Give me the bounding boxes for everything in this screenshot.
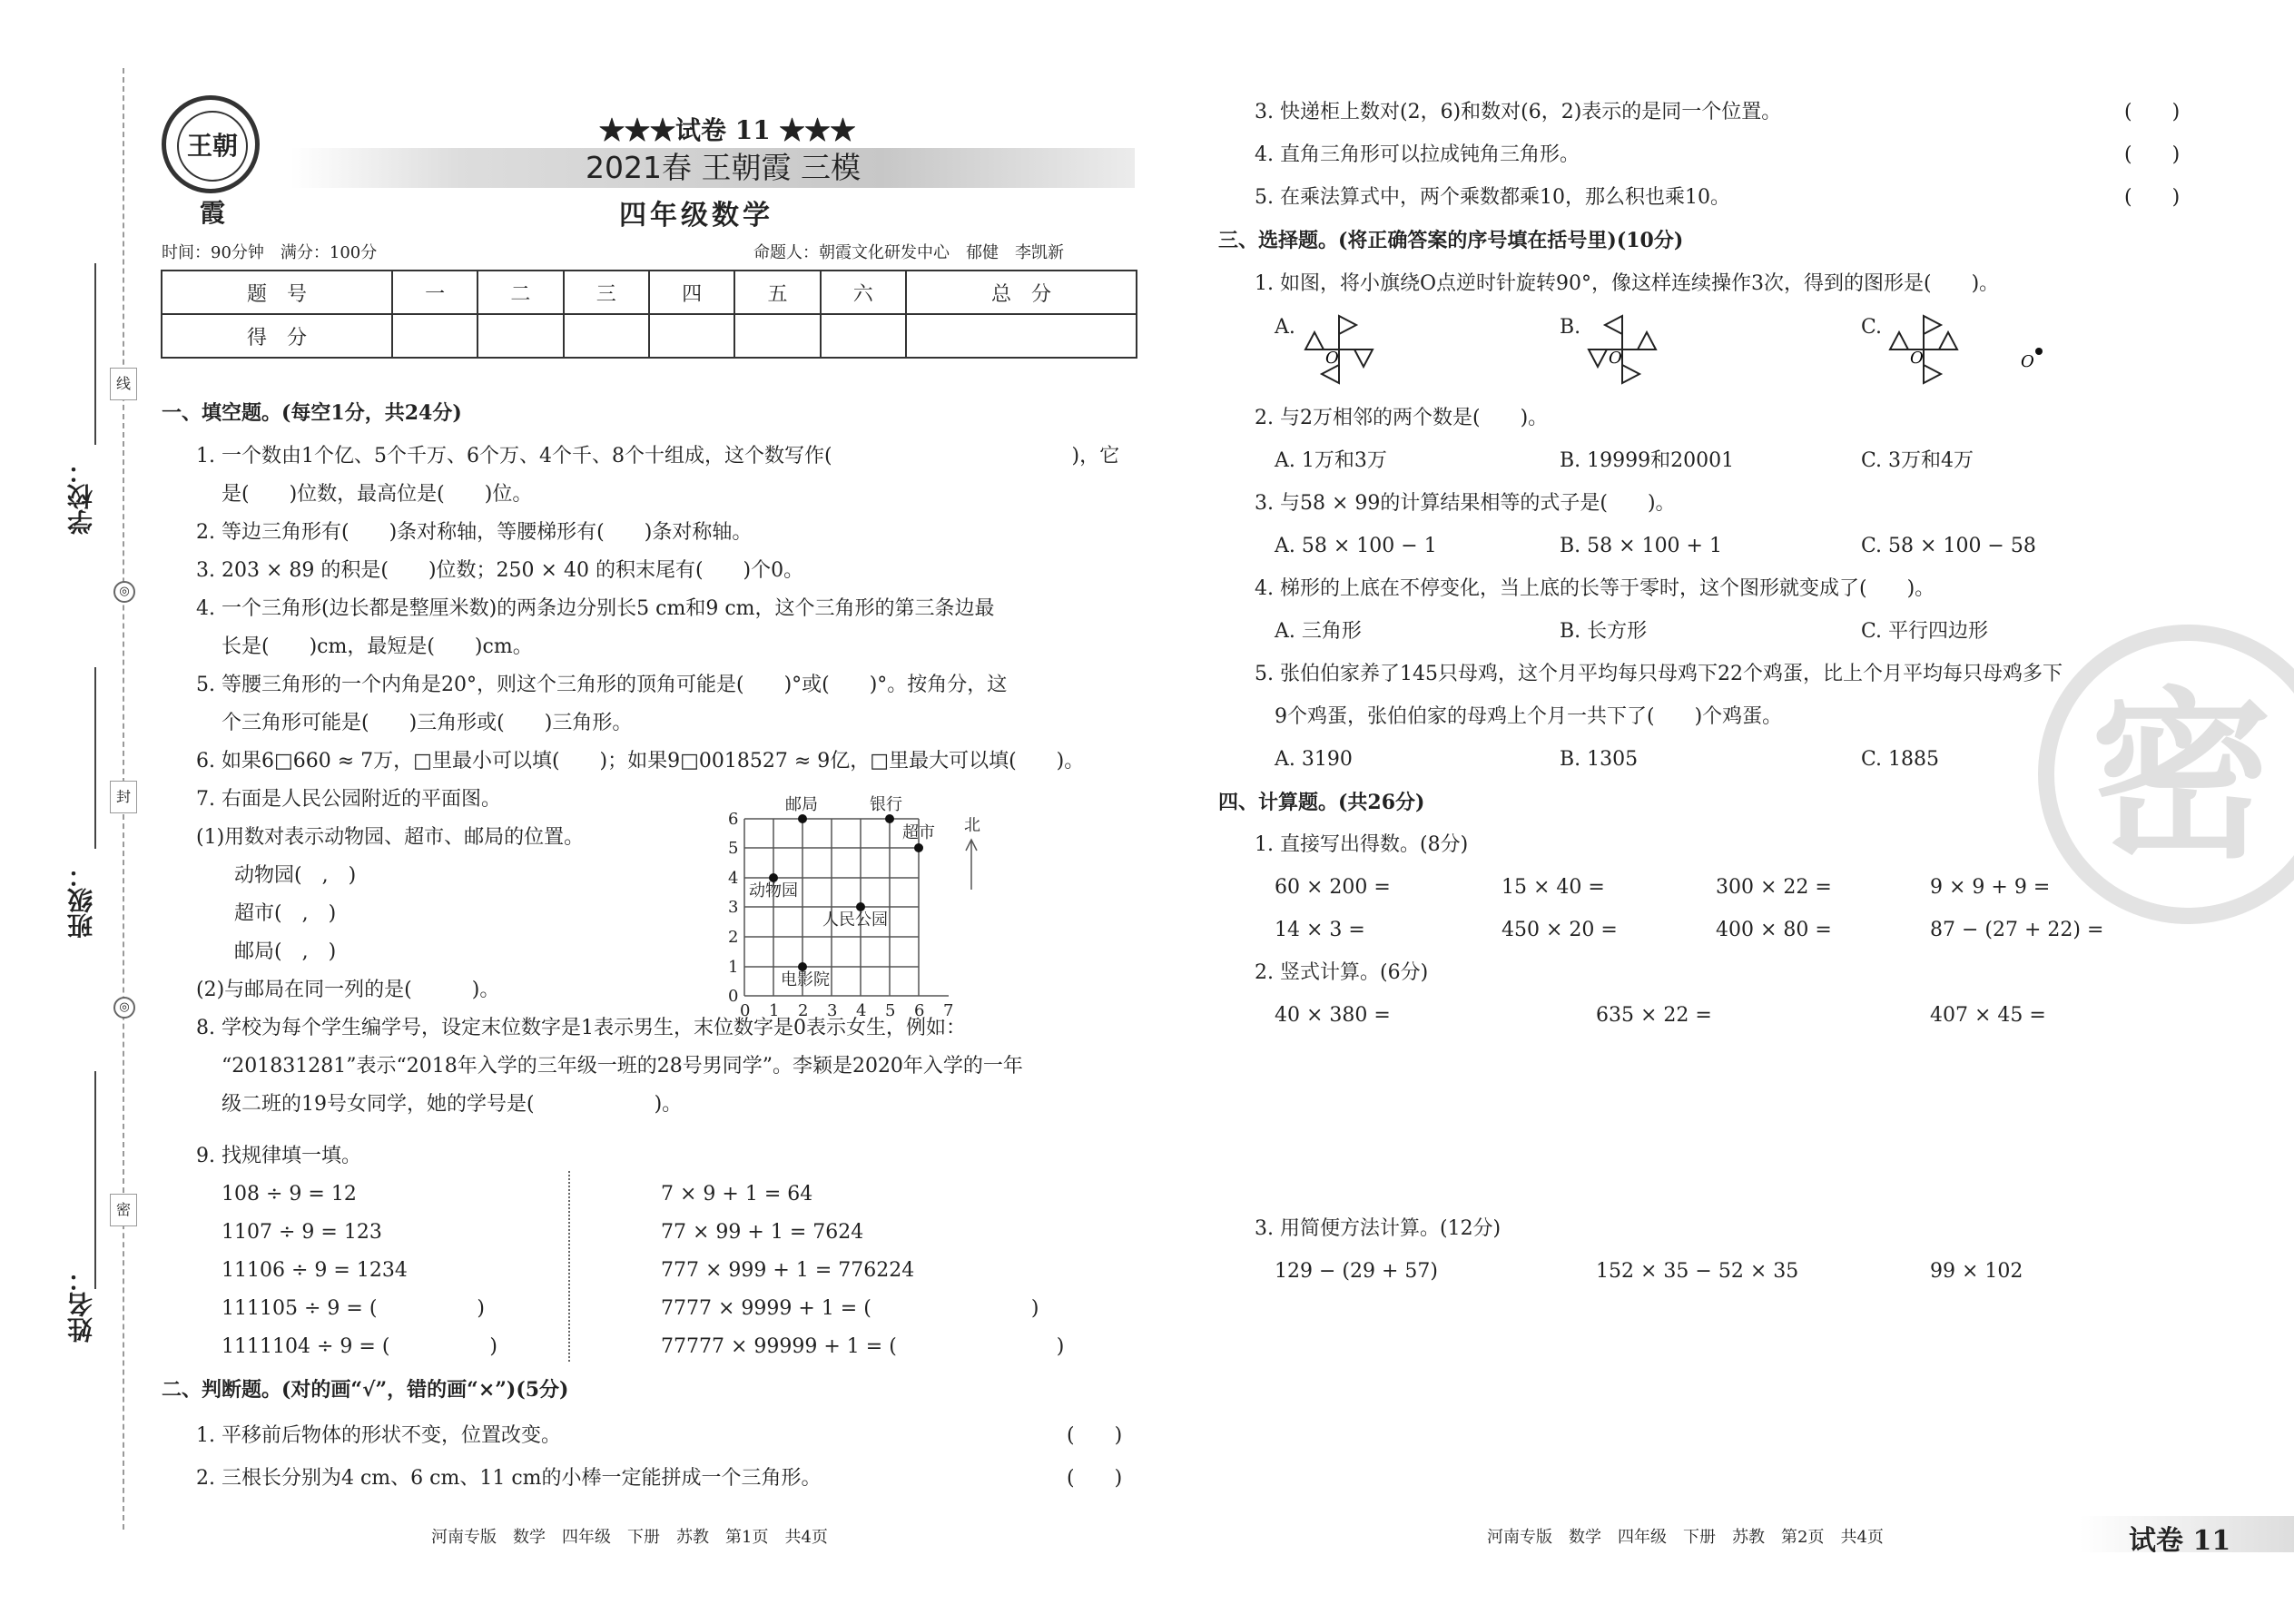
binding-mark-line: 线 — [110, 368, 137, 400]
question-text: 2. 竖式计算。(6分) — [1255, 961, 1429, 984]
answer-zoo: 动物园( , ) — [234, 864, 357, 887]
calc-item: 129 − (29 + 57) — [1275, 1260, 1438, 1283]
class-blank — [94, 667, 96, 849]
calc-item: 300 × 22 = — [1716, 876, 1832, 899]
judge-paren[interactable]: ( ) — [2124, 143, 2181, 166]
map-tick: 4 — [728, 869, 739, 888]
pattern-left: 108 ÷ 9 = 12 — [222, 1183, 357, 1206]
paper-tag: ★★★试卷 11 ★★★ — [599, 115, 856, 145]
binding-mark-secret: 密 — [110, 1194, 137, 1226]
question-text: 4. 一个三角形(边长都是整厘米数)的两条边分别长5 cm和9 cm，这个三角形的第三条边最 — [196, 597, 995, 620]
map-tick: 3 — [728, 898, 739, 917]
binding-hole-icon: ◎ — [113, 997, 135, 1019]
score-cell: 五 — [734, 271, 820, 314]
map-tick: 5 — [885, 1001, 896, 1020]
choice-option[interactable]: A. 3190 — [1275, 748, 1353, 771]
score-input[interactable] — [649, 314, 734, 358]
score-table-score-row — [162, 314, 1137, 358]
question-text: 2. 等边三角形有( )条对称轴，等腰梯形有( )条对称轴。 — [196, 521, 753, 544]
secret-stamp — [2038, 625, 2294, 924]
question-text: 1. 平移前后物体的形状不变，位置改变。 — [196, 1424, 561, 1447]
name-label: 姓名： — [66, 1266, 96, 1343]
question-text: 8. 学校为每个学生编学号，设定末位数字是1表示男生，末位数字是0表示女生，例如： — [196, 1017, 966, 1039]
map-label: 银行 — [870, 795, 902, 814]
score-cell: 六 — [821, 271, 906, 314]
pattern-left: 11106 ÷ 9 = 1234 — [222, 1259, 408, 1282]
pattern-left: 111105 ÷ 9 = ( ) — [222, 1297, 485, 1320]
school-blank — [94, 263, 96, 445]
option-c-figure — [1883, 309, 1964, 390]
class-label: 班级： — [66, 862, 96, 939]
question-text: 4. 梯形的上底在不停变化，当上底的长等于零时，这个图形就变成了( )。 — [1255, 577, 1935, 600]
pattern-right: 7777 × 9999 + 1 = ( ) — [661, 1297, 1039, 1320]
map-tick: 0 — [728, 987, 739, 1006]
map-label: 电影院 — [781, 970, 830, 989]
calc-item: 40 × 380 = — [1275, 1004, 1391, 1027]
map-label: 邮局 — [785, 795, 818, 814]
pattern-left: 1111104 ÷ 9 = ( ) — [222, 1335, 497, 1358]
option-label: B. — [1560, 316, 1581, 339]
binding-hole-icon: ◎ — [113, 581, 135, 603]
choice-option[interactable]: A. 三角形 — [1275, 620, 1362, 643]
question-text: 6. 如果6□660 ≈ 7万，□里最小可以填( )；如果9□0018527 ≈ 9亿，□里最大可以填( )。 — [196, 750, 1085, 773]
post-point — [798, 814, 807, 823]
calc-item: 400 × 80 = — [1716, 919, 1832, 941]
question-text: 个三角形可能是( )三角形或( )三角形。 — [222, 712, 633, 734]
point-o: O — [1325, 349, 1339, 368]
question-text: 3. 快递柜上数对(2，6)和数对(6，2)表示的是同一个位置。 — [1255, 101, 1782, 123]
park-map — [708, 785, 1008, 1021]
subject-title: 四年级数学 — [619, 200, 773, 231]
logo-text: 王朝霞 — [177, 111, 248, 182]
name-blank — [94, 1071, 96, 1289]
page-footer: 河南专版 数学 四年级 下册 苏教 第2页 共4页 — [1487, 1528, 1884, 1547]
map-tick: 2 — [798, 1001, 809, 1020]
question-text: 4. 直角三角形可以拉成钝角三角形。 — [1255, 143, 1580, 166]
calc-item: 15 × 40 = — [1501, 876, 1605, 899]
score-cell: 得 分 — [162, 314, 392, 358]
section-title: 三、选择题。(将正确答案的序号填在括号里)(10分) — [1218, 229, 1684, 252]
section-title: 二、判断题。(对的画“√”，错的画“×”)(5分) — [162, 1378, 569, 1402]
section-title: 一、填空题。(每空1分，共24分) — [162, 401, 462, 425]
choice-option[interactable]: B. 长方形 — [1560, 620, 1648, 643]
brand-logo — [162, 95, 260, 228]
map-tick: 1 — [769, 1001, 780, 1020]
exam-title: 2021春 王朝霞 三模 — [586, 150, 861, 185]
option-b-figure — [1581, 309, 1663, 390]
score-cell: 三 — [564, 271, 649, 314]
score-cell: 一 — [392, 271, 478, 314]
question-text: 7. 右面是人民公园附近的平面图。 — [196, 788, 501, 811]
question-text: 级二班的19号女同学，她的学号是( )。 — [222, 1093, 683, 1116]
calc-item: 87 − (27 + 22) = — [1930, 919, 2104, 941]
option-label: C. — [1861, 316, 1883, 339]
pattern-left: 1107 ÷ 9 = 123 — [222, 1221, 382, 1244]
column-divider — [568, 1171, 570, 1362]
question-text: 5. 在乘法算式中，两个乘数都乘10，那么积也乘10。 — [1255, 186, 1730, 209]
choice-option[interactable]: B. 58 × 100 + 1 — [1560, 535, 1722, 557]
score-table-header-row — [162, 271, 1137, 314]
question-text: (1)用数对表示动物园、超市、邮局的位置。 — [196, 826, 585, 849]
map-tick: 5 — [728, 839, 739, 858]
question-text: 长是( )cm，最短是( )cm。 — [222, 635, 533, 658]
stamp-char: 密 — [2091, 670, 2273, 883]
map-tick: 6 — [914, 1001, 925, 1020]
question-text: 2. 与2万相邻的两个数是( )。 — [1255, 407, 1549, 429]
calc-item: 635 × 22 = — [1596, 1004, 1712, 1027]
score-cell: 题 号 — [162, 271, 392, 314]
map-tick: 6 — [728, 810, 739, 829]
calc-item: 407 × 45 = — [1930, 1004, 2046, 1027]
map-tick: 1 — [728, 958, 739, 977]
question-text: 5. 张伯伯家养了145只母鸡，这个月平均每只母鸡下22个鸡蛋，比上个月平均每只母鸡多下 — [1255, 663, 2063, 685]
map-tick: 4 — [856, 1001, 867, 1020]
calc-item: 9 × 9 + 9 = — [1930, 876, 2051, 899]
calc-item: 152 × 35 − 52 × 35 — [1596, 1260, 1799, 1283]
question-text: 1. 直接写出得数。(8分) — [1255, 833, 1469, 856]
choice-option[interactable]: C. 平行四边形 — [1861, 620, 1989, 643]
judge-paren[interactable]: ( ) — [2124, 186, 2181, 209]
market-point — [914, 843, 923, 852]
score-cell: 总 分 — [906, 271, 1137, 314]
binding-mark-seal: 封 — [110, 781, 137, 813]
question-text: 9. 找规律填一填。 — [196, 1145, 361, 1167]
score-input[interactable] — [734, 314, 820, 358]
section-title: 四、计算题。(共26分) — [1218, 791, 1425, 814]
choice-option[interactable]: C. 3万和4万 — [1861, 449, 1974, 472]
pattern-right: 77 × 99 + 1 = 7624 — [661, 1221, 864, 1244]
score-table — [161, 270, 1137, 359]
calc-item: 99 × 102 — [1930, 1260, 2023, 1283]
choice-option[interactable]: C. 1885 — [1861, 748, 1940, 771]
map-tick: 2 — [728, 928, 739, 947]
choice-option[interactable]: C. 58 × 100 − 58 — [1861, 535, 2036, 557]
question-text: 1. 一个数由1个亿、5个千万、6个万、4个千、8个十组成，这个数写作( )，它 — [196, 445, 1120, 468]
question-text: 5. 等腰三角形的一个内角是20°，则这个三角形的顶角可能是( )°或( )°。按角分，这 — [196, 674, 1008, 696]
question-text: 3. 203 × 89 的积是( )位数；250 × 40 的积末尾有( )个0。 — [196, 559, 804, 582]
map-tick: 7 — [943, 1001, 954, 1020]
judge-paren[interactable]: ( ) — [2124, 101, 2181, 123]
answer-post: 邮局( , ) — [234, 940, 337, 963]
question-text: 3. 与58 × 99的计算结果相等的式子是( )。 — [1255, 492, 1676, 515]
score-input[interactable] — [821, 314, 906, 358]
score-input[interactable] — [478, 314, 563, 358]
question-text: 2. 三根长分别为4 cm、6 cm、11 cm的小棒一定能拼成一个三角形。 — [196, 1467, 822, 1490]
pattern-right: 777 × 999 + 1 = 776224 — [661, 1259, 915, 1282]
point-o: O — [1910, 349, 1924, 368]
original-flag-point — [2017, 338, 2053, 374]
choice-option[interactable]: B. 19999和20001 — [1560, 449, 1735, 472]
score-input[interactable] — [564, 314, 649, 358]
paper-badge-text: 试卷 11 — [2129, 1525, 2231, 1557]
score-cell: 二 — [478, 271, 563, 314]
time-info: 时间：90分钟 满分：100分 — [162, 243, 378, 262]
map-label: 人民公园 — [822, 910, 888, 930]
calc-item: 14 × 3 = — [1275, 919, 1365, 941]
calc-item: 450 × 20 = — [1501, 919, 1618, 941]
pattern-right: 7 × 9 + 1 = 64 — [661, 1183, 813, 1206]
map-tick: 3 — [827, 1001, 838, 1020]
calc-item: 60 × 200 = — [1275, 876, 1391, 899]
answer-market: 超市( , ) — [234, 902, 337, 925]
option-a-figure — [1298, 309, 1380, 390]
bank-point — [885, 814, 894, 823]
judge-paren[interactable]: ( ) — [1067, 1424, 1123, 1447]
pattern-right: 77777 × 99999 + 1 = ( ) — [661, 1335, 1065, 1358]
point-o: O — [1609, 349, 1622, 368]
school-label: 学校： — [66, 458, 96, 535]
option-label: A. — [1275, 316, 1295, 339]
map-label: 北 — [964, 816, 980, 835]
score-input[interactable] — [392, 314, 478, 358]
choice-option[interactable]: A. 1万和3万 — [1275, 449, 1387, 472]
choice-option[interactable]: B. 1305 — [1560, 748, 1639, 771]
map-label: 动物园 — [749, 881, 798, 901]
question-text: (2)与邮局在同一列的是( )。 — [196, 979, 500, 1001]
score-input[interactable] — [906, 314, 1137, 358]
point-o: O — [2021, 352, 2034, 371]
map-tick: 0 — [740, 1001, 751, 1020]
choice-option[interactable]: A. 58 × 100 − 1 — [1275, 535, 1437, 557]
judge-paren[interactable]: ( ) — [1067, 1467, 1123, 1490]
map-label: 超市 — [902, 823, 935, 842]
question-text: 3. 用简便方法计算。(12分) — [1255, 1217, 1501, 1240]
question-text: 是( )位数，最高位是( )位。 — [222, 483, 533, 506]
page-footer: 河南专版 数学 四年级 下册 苏教 第1页 共4页 — [431, 1528, 828, 1547]
question-text: 9个鸡蛋，张伯伯家的母鸡上个月一共下了( )个鸡蛋。 — [1275, 705, 1783, 728]
question-text: “201831281”表示“2018年入学的三年级一班的28号男同学”。李颖是2020年入学的一年 — [222, 1055, 1023, 1078]
authors: 命题人：朝霞文化研发中心 郁健 李凯新 — [753, 243, 1064, 262]
question-text: 1. 如图，将小旗绕O点逆时针旋转90°，像这样连续操作3次，得到的图形是( )。 — [1255, 272, 2000, 295]
score-cell: 四 — [649, 271, 734, 314]
